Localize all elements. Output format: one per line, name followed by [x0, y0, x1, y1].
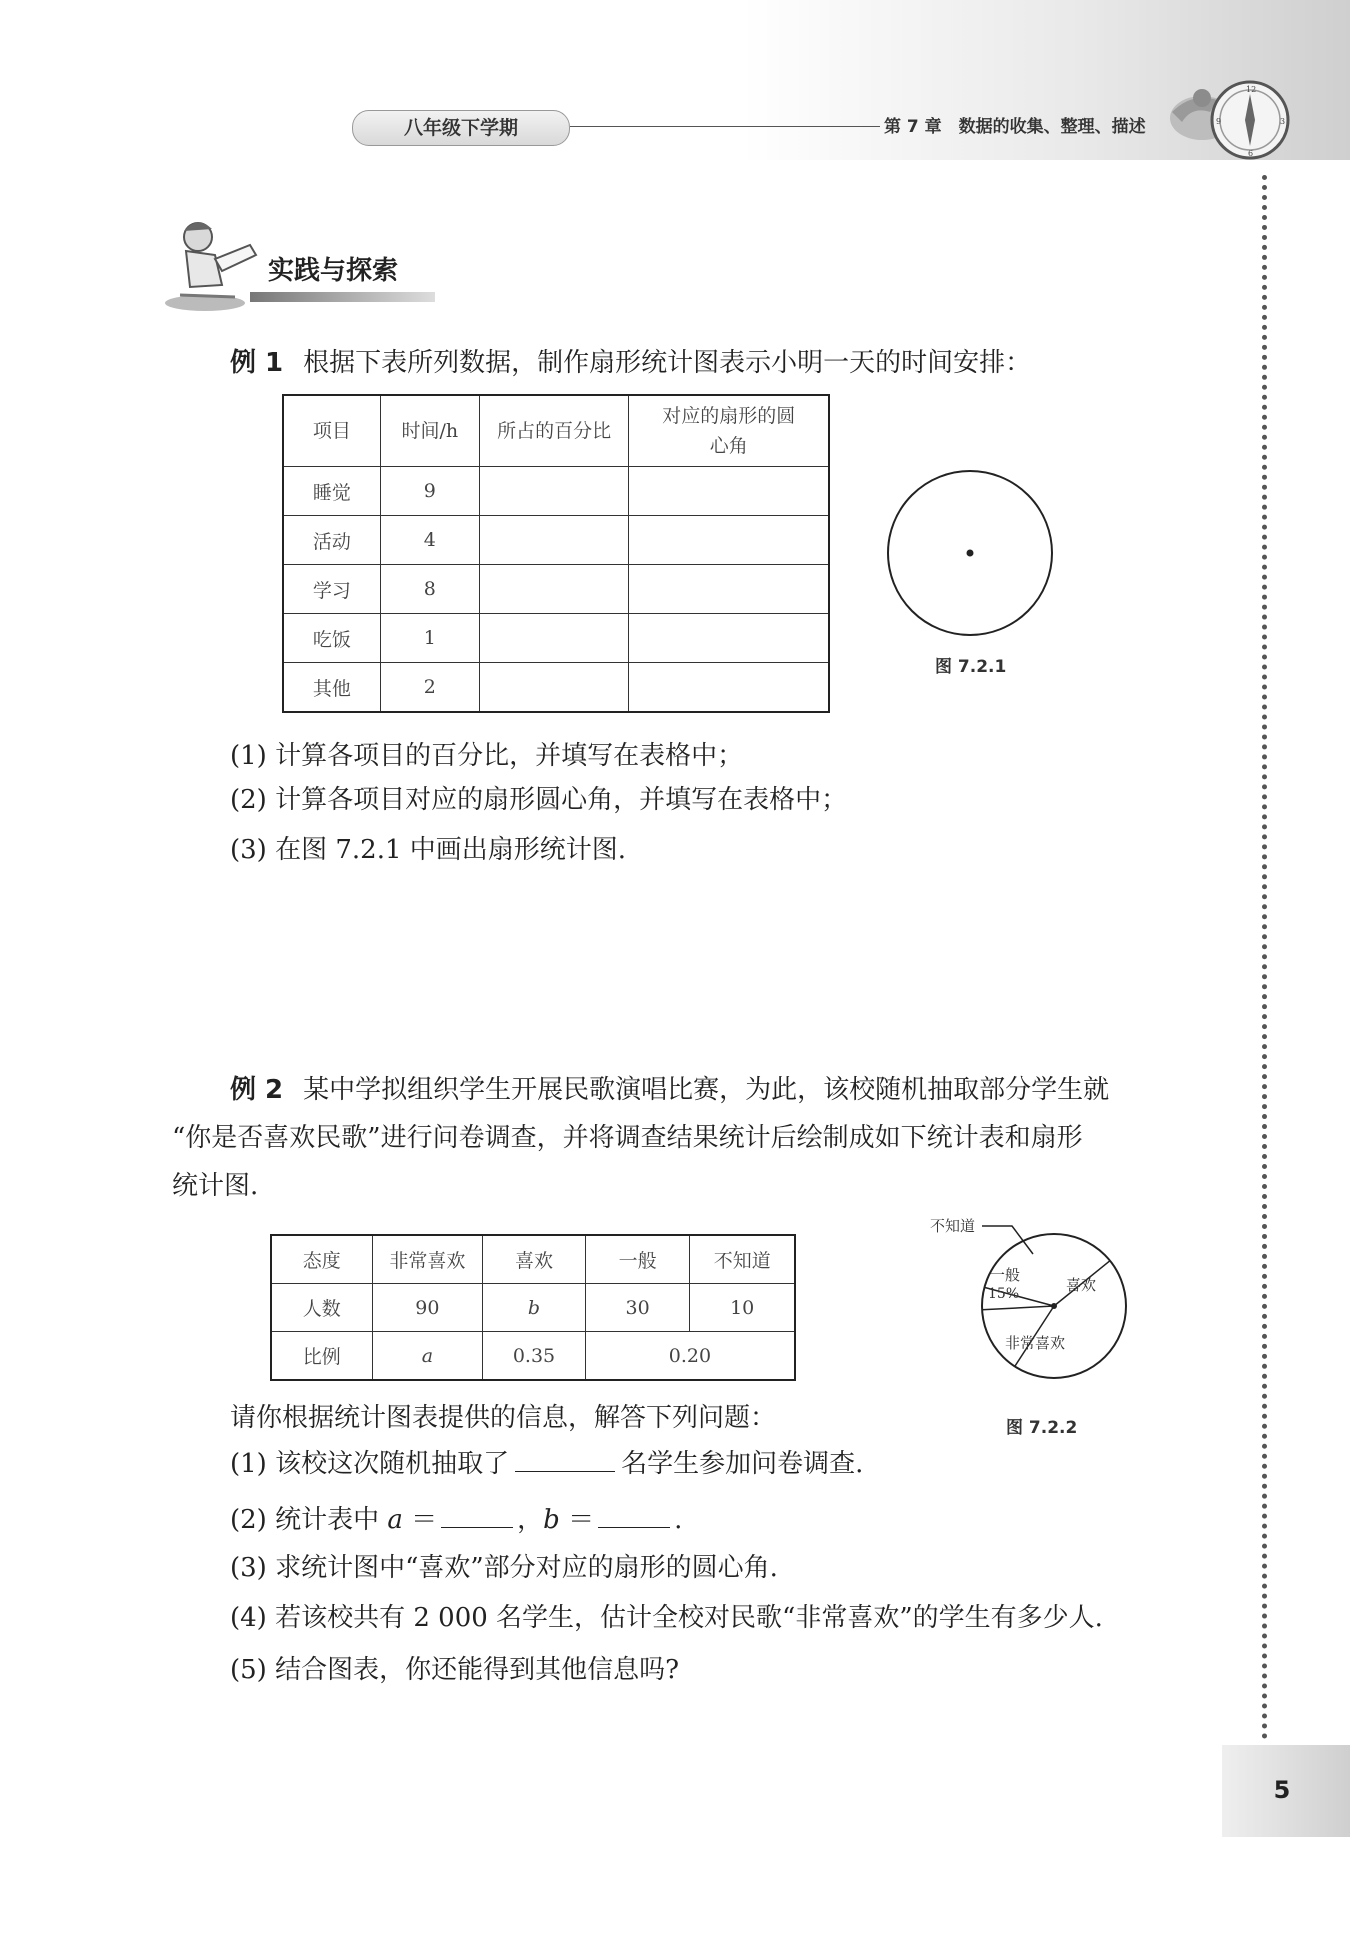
- q2-blank-a[interactable]: [441, 1503, 513, 1528]
- ratio-cell: a: [372, 1332, 483, 1381]
- header-rule: [570, 126, 880, 127]
- example2-question-5: (5) 结合图表，你还能得到其他信息吗?: [230, 1655, 680, 1685]
- category-cell: 非常喜欢: [372, 1235, 483, 1284]
- percent-cell[interactable]: [479, 614, 629, 663]
- svg-text:12: 12: [1246, 85, 1257, 94]
- q2-text: (2) 统计表中: [230, 1505, 388, 1535]
- q2-equals-a: ＝: [402, 1505, 438, 1535]
- item-cell: 学习: [283, 565, 380, 614]
- example1-question-3: (3) 在图 7.2.1 中画出扇形统计图.: [230, 835, 627, 865]
- table-row: [271, 1235, 795, 1284]
- pie-label-general-pct: 15%: [988, 1286, 1020, 1302]
- q1-text-after: 名学生参加问卷调查.: [621, 1449, 864, 1479]
- q1-text-before: (1) 该校这次随机抽取了: [230, 1449, 510, 1479]
- q1-answer-blank[interactable]: [515, 1447, 615, 1472]
- hours-cell: 1: [380, 614, 479, 663]
- header-band: [0, 0, 1350, 160]
- angle-cell[interactable]: [629, 663, 829, 713]
- ratio-cell: 0.20: [585, 1332, 795, 1381]
- example2-table: [270, 1234, 796, 1381]
- grade-label: 八年级下学期: [352, 110, 570, 146]
- example2-lead: 请你根据统计图表提供的信息，解答下列问题：: [230, 1403, 777, 1433]
- angle-cell[interactable]: [629, 516, 829, 565]
- example1-text: 根据下表所列数据，制作扇形统计图表示小明一天的时间安排：: [303, 348, 1032, 378]
- table-row: [271, 1332, 795, 1381]
- col-header: 所占的百分比: [479, 395, 629, 467]
- angle-cell[interactable]: [629, 614, 829, 663]
- hours-cell: 9: [380, 467, 479, 516]
- example1-label: 例 1: [230, 348, 284, 378]
- svg-text:9: 9: [1216, 117, 1222, 126]
- example2-label: 例 2: [230, 1075, 284, 1105]
- category-cell: 一般: [585, 1235, 690, 1284]
- example2-prompt-line-2: “你是否喜欢民歌”进行问卷调查，并将调查结果统计后绘制成如下统计表和扇形: [172, 1123, 1083, 1153]
- category-cell: 喜欢: [483, 1235, 586, 1284]
- q2-period: .: [674, 1505, 683, 1535]
- example2-prompt-line-1: [230, 1072, 1109, 1108]
- compass-runner-icon: [1162, 72, 1294, 164]
- example2-question-2: [230, 1502, 682, 1538]
- item-cell: 活动: [283, 516, 380, 565]
- table-header-row: [283, 395, 829, 467]
- row-label: 人数: [271, 1284, 372, 1332]
- svg-text:3: 3: [1280, 117, 1286, 126]
- count-cell: b: [483, 1284, 586, 1332]
- q2-equals-b: ＝: [559, 1505, 595, 1535]
- percent-cell[interactable]: [479, 516, 629, 565]
- count-cell: 90: [372, 1284, 483, 1332]
- svg-text:6: 6: [1248, 149, 1254, 158]
- example2-question-3: (3) 求统计图中“喜欢”部分对应的扇形的圆心角.: [230, 1553, 778, 1583]
- percent-cell[interactable]: [479, 663, 629, 713]
- pie-label-general: 一般: [990, 1266, 1021, 1284]
- margin-dotted-line: [1262, 175, 1267, 1740]
- page-number: 5: [1273, 1776, 1291, 1804]
- table-row: [271, 1284, 795, 1332]
- row-label: 态度: [271, 1235, 372, 1284]
- section-underline: [250, 292, 435, 302]
- example1-question-2: (2) 计算各项目对应的扇形圆心角，并填写在表格中；: [230, 785, 848, 815]
- example2-text: 某中学拟组织学生开展民歌演唱比赛，为此，该校随机抽取部分学生就: [303, 1075, 1110, 1105]
- category-cell: 不知道: [690, 1235, 795, 1284]
- count-cell: 10: [690, 1284, 795, 1332]
- example1-table: [282, 394, 830, 713]
- table-row: [283, 516, 829, 565]
- example2-question-1: [230, 1446, 863, 1482]
- hours-cell: 4: [380, 516, 479, 565]
- col-header: 对应的扇形的圆心角: [629, 395, 829, 467]
- table-row: [283, 614, 829, 663]
- q2-comma: ，: [517, 1505, 544, 1535]
- section-title: 实践与探索: [268, 256, 399, 286]
- figure-caption-7-2-1: 图 7.2.1: [935, 657, 1007, 677]
- hours-cell: 8: [380, 565, 479, 614]
- pie-label-dont-know: 不知道: [930, 1217, 976, 1235]
- col-header: 项目: [283, 395, 380, 467]
- figure-caption-7-2-2: 图 7.2.2: [1006, 1418, 1078, 1438]
- percent-cell[interactable]: [479, 565, 629, 614]
- empty-circle-figure[interactable]: [880, 470, 1060, 650]
- count-cell: 30: [585, 1284, 690, 1332]
- ratio-cell: 0.35: [483, 1332, 586, 1381]
- percent-cell[interactable]: [479, 467, 629, 516]
- example2-prompt-line-3: 统计图.: [172, 1171, 259, 1201]
- angle-cell[interactable]: [629, 565, 829, 614]
- q2-blank-b[interactable]: [598, 1503, 670, 1528]
- q2-var-a: a: [387, 1505, 403, 1535]
- table-row: [283, 663, 829, 713]
- example1-question-1: (1) 计算各项目的百分比，并填写在表格中；: [230, 741, 744, 771]
- row-label: 比例: [271, 1332, 372, 1381]
- survey-pie-chart: [920, 1210, 1160, 1410]
- item-cell: 吃饭: [283, 614, 380, 663]
- angle-cell[interactable]: [629, 467, 829, 516]
- chapter-title: 第 7 章 数据的收集、整理、描述: [884, 117, 1146, 137]
- example2-question-4: (4) 若该校共有 2 000 名学生，估计全校对民歌“非常喜欢”的学生有多少人.: [230, 1603, 1103, 1633]
- col-header: 时间/h: [380, 395, 479, 467]
- pie-label-like: 喜欢: [1066, 1276, 1097, 1294]
- table-row: [283, 467, 829, 516]
- pie-label-very-like: 非常喜欢: [1005, 1334, 1066, 1352]
- item-cell: 其他: [283, 663, 380, 713]
- hours-cell: 2: [380, 663, 479, 713]
- q2-var-b: b: [543, 1505, 560, 1535]
- pie-center: [1051, 1303, 1057, 1309]
- example1-prompt: [230, 345, 1031, 381]
- table-row: [283, 565, 829, 614]
- item-cell: 睡觉: [283, 467, 380, 516]
